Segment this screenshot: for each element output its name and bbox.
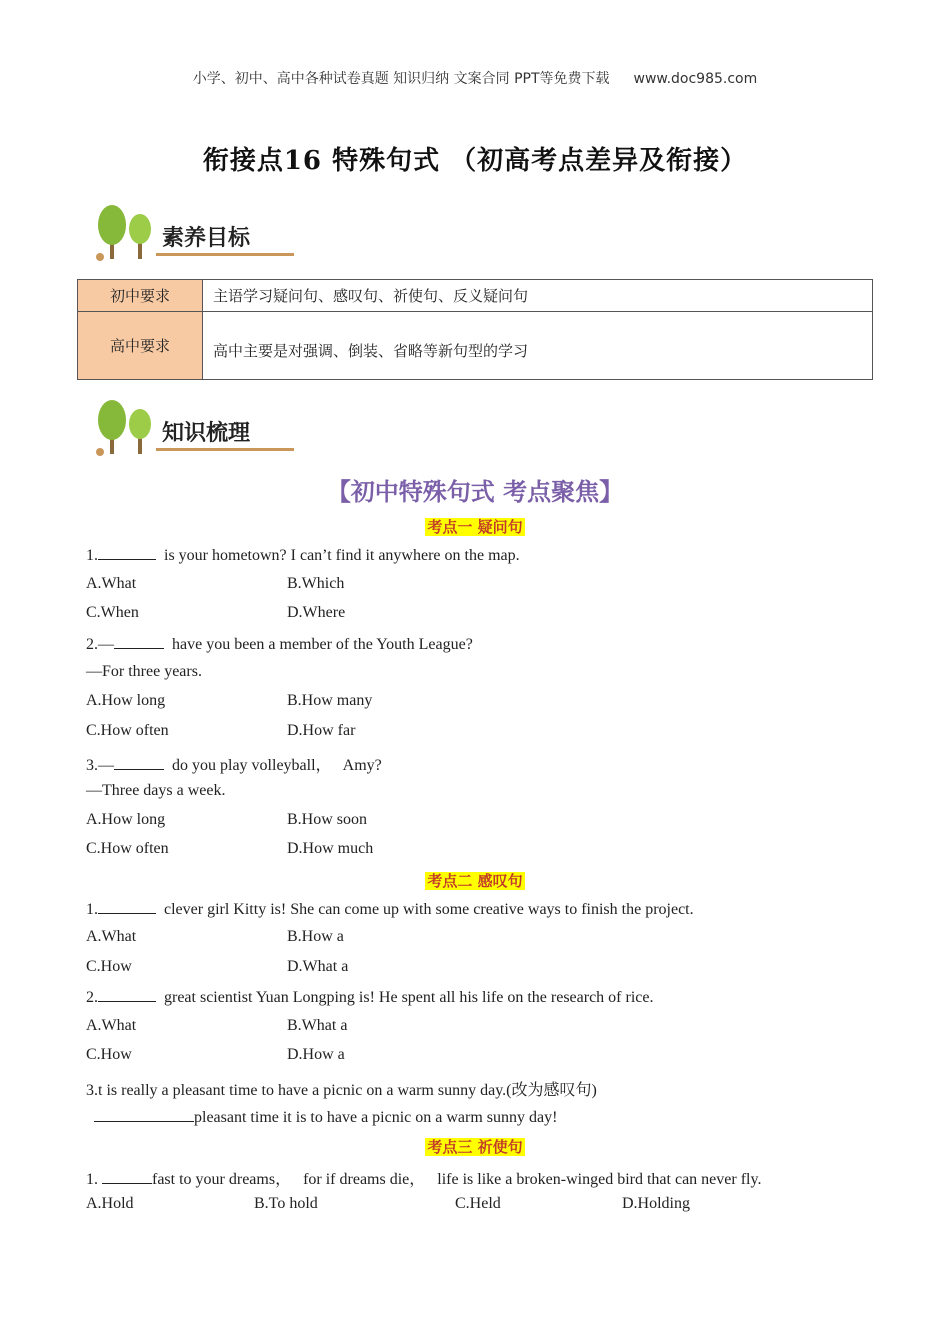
keypoint-3-title: 考点三 祈使句 bbox=[427, 1138, 523, 1156]
question-2-3-answer: pleasant time it is to have a picnic on a warm sunny day! bbox=[94, 1107, 557, 1127]
question-1-1: 1. is your hometown? I can’t find it anywhere on the map. bbox=[86, 547, 520, 564]
question-2-2: 2. great scientist Yuan Longping is! He spent all his life on the research of rice. bbox=[86, 989, 654, 1006]
option-c: C.When bbox=[86, 604, 139, 621]
table-value: 高中主要是对强调、倒装、省略等新句型的学习 bbox=[203, 312, 873, 380]
option-c: C.How bbox=[86, 958, 132, 975]
table-row bbox=[78, 280, 873, 312]
table-key: 高中要求 bbox=[78, 312, 203, 380]
answer-blank[interactable] bbox=[98, 899, 156, 914]
section-goal-heading bbox=[96, 203, 306, 263]
keypoint-1-title: 考点一 疑问句 bbox=[427, 518, 523, 536]
focus-title: 【初中特殊句式 考点聚焦】 bbox=[326, 478, 624, 506]
option-a: A.What bbox=[86, 928, 137, 945]
option-b: B.How many bbox=[287, 692, 373, 709]
option-b: B.How a bbox=[287, 928, 344, 945]
question-1-3: 3.— do you play volleyball， Amy? bbox=[86, 757, 382, 774]
answer-blank[interactable] bbox=[94, 1107, 194, 1122]
requirements-table bbox=[77, 279, 873, 380]
answer-blank[interactable] bbox=[98, 545, 156, 560]
question-2-1: 1. clever girl Kitty is! She can come up with some creative ways to finish the project. bbox=[86, 901, 694, 918]
option-b: B.To hold bbox=[254, 1195, 318, 1212]
option-a: A.Hold bbox=[86, 1195, 134, 1212]
option-d: D.Where bbox=[287, 604, 346, 621]
option-b: B.Which bbox=[287, 575, 345, 592]
option-c: C.Held bbox=[455, 1195, 501, 1212]
option-c: C.How often bbox=[86, 722, 169, 739]
answer-blank[interactable] bbox=[114, 634, 164, 649]
option-a: A.How long bbox=[86, 692, 166, 709]
option-c: C.How bbox=[86, 1046, 132, 1063]
option-b: B.How soon bbox=[287, 811, 368, 828]
option-b: B.What a bbox=[287, 1017, 348, 1034]
answer-blank[interactable] bbox=[98, 987, 156, 1002]
option-a: A.What bbox=[86, 1017, 137, 1034]
option-d: D.How far bbox=[287, 722, 356, 739]
option-a: A.How long bbox=[86, 811, 166, 828]
option-d: D.How a bbox=[287, 1046, 345, 1063]
question-reply: —For three years. bbox=[86, 663, 202, 680]
section-knowledge-label: 知识梳理 bbox=[162, 421, 251, 446]
page-header bbox=[0, 68, 950, 88]
table-value: 主语学习疑问句、感叹句、祈使句、反义疑问句 bbox=[203, 280, 873, 312]
option-a: A.What bbox=[86, 575, 137, 592]
header-site[interactable]: www.doc985.com bbox=[633, 71, 758, 87]
question-3-1: 1. fast to your dreams， for if dreams die， life is like a broken-winged bird that can never fly. bbox=[86, 1171, 762, 1188]
question-reply: —Three days a week. bbox=[86, 782, 226, 799]
tree-icon bbox=[96, 203, 158, 263]
answer-blank[interactable] bbox=[114, 755, 164, 770]
option-d: D.Holding bbox=[622, 1195, 690, 1212]
option-c: C.How often bbox=[86, 840, 169, 857]
section-underline bbox=[156, 253, 294, 256]
section-goal-label: 素养目标 bbox=[162, 226, 251, 251]
question-1-2: 2.— have you been a member of the Youth League? bbox=[86, 636, 473, 653]
section-underline bbox=[156, 448, 294, 451]
page-title: 衔接点16 特殊句式 （初高考点差异及衔接） bbox=[202, 146, 748, 176]
keypoint-2-title: 考点二 感叹句 bbox=[427, 872, 523, 890]
section-knowledge-heading bbox=[96, 398, 306, 458]
answer-blank[interactable] bbox=[102, 1169, 152, 1184]
option-d: D.What a bbox=[287, 958, 349, 975]
header-text: 小学、初中、高中各种试卷真题 知识归纳 文案合同 PPT等免费下载 bbox=[192, 71, 610, 87]
table-key: 初中要求 bbox=[78, 280, 203, 312]
tree-icon bbox=[96, 398, 158, 458]
option-d: D.How much bbox=[287, 840, 374, 857]
table-row bbox=[78, 312, 873, 380]
question-2-3: 3.t is really a pleasant time to have a picnic on a warm sunny day.(改为感叹句) bbox=[86, 1082, 597, 1099]
